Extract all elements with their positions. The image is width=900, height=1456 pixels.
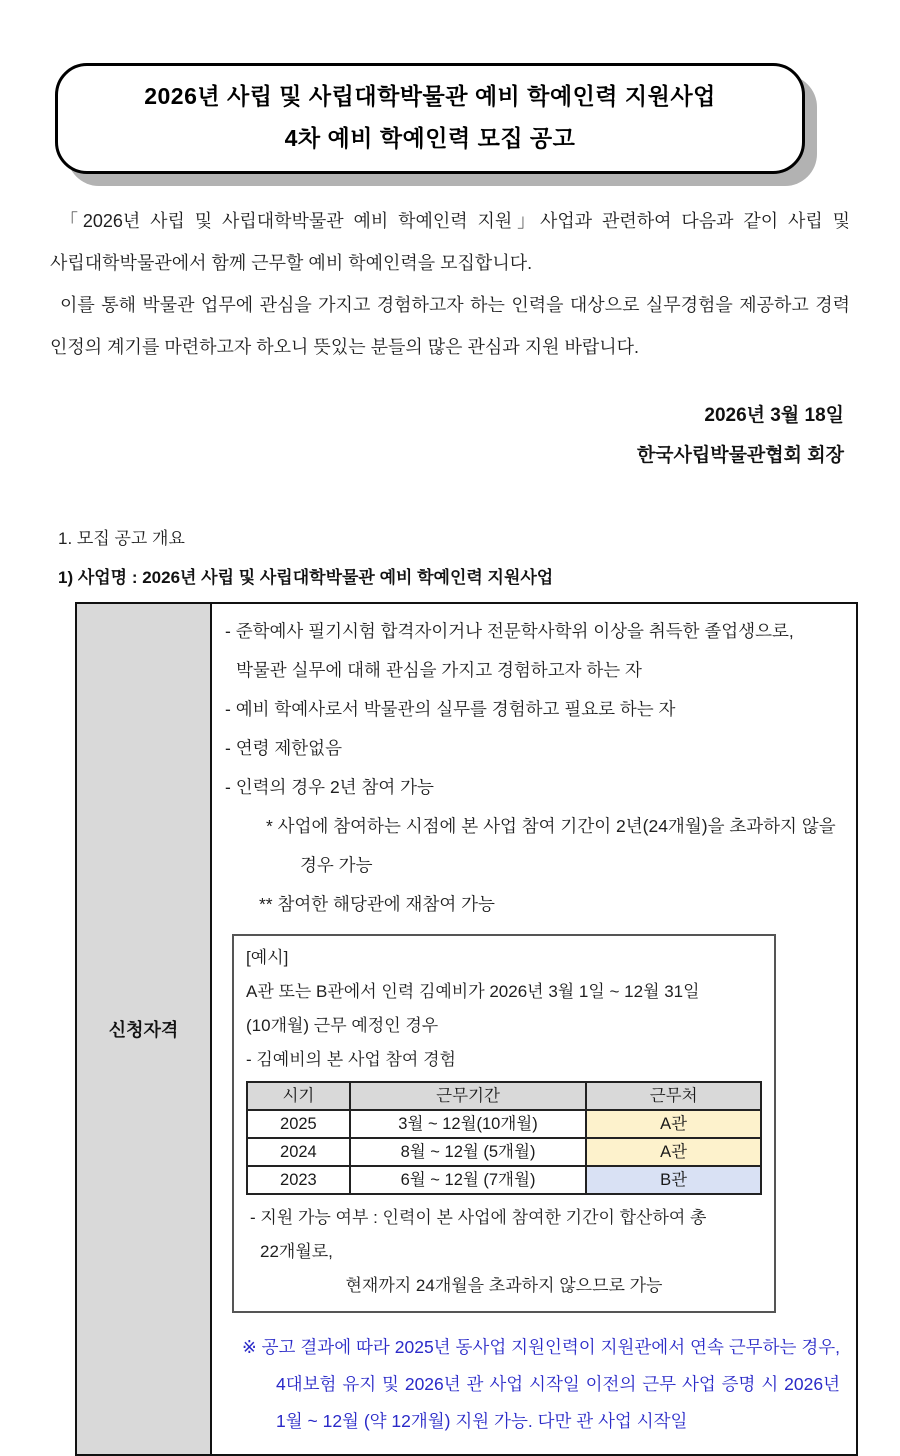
year-cell: 2023: [247, 1166, 350, 1194]
eligibility-subitem: ** 참여한 해당관에 재참여 가능: [259, 894, 495, 914]
table-row: [247, 1138, 761, 1166]
eligibility-table: [75, 602, 858, 1456]
example-label: [예시]: [246, 948, 289, 967]
table-row: [247, 1166, 761, 1194]
title-line-1: 2026년 사립 및 사립대학박물관 예비 학예인력 지원사업: [144, 83, 716, 109]
table-header-row: [247, 1082, 761, 1110]
example-history-label: - 김예비의 본 사업 참여 경험: [246, 1050, 456, 1069]
eligibility-remark: ※ 공고 결과에 따라 2025년 동사업 지원인력이 지원관에서 연속 근무하는 경우, 4대보험 유지 및 2026년 관 사업 시작일 이전의 근무 사업 증명 시 2026년 1월 ~ 12월 (약 12개월) 지원 가능. 다만 관 사업 시작일: [242, 1337, 840, 1431]
intro-paragraph-2: 이를 통해 박물관 업무에 관심을 가지고 경험하고자 하는 인력을 대상으로 실무경험을 제공하고 경력 인정의 계기를 마련하고자 하오니 뜻있는 분들의 많은 관심과 지원 바랍니다.: [50, 295, 850, 357]
eligibility-row-label: 신청자격: [76, 603, 211, 1455]
year-cell: 2025: [247, 1110, 350, 1138]
signature-block: [50, 396, 844, 476]
eligibility-item: - 예비 학예사로서 박물관의 실무를 경험하고 필요로 하는 자: [225, 699, 676, 719]
section-heading: 1. 모집 공고 개요: [58, 529, 185, 548]
eligibility-item: - 준학예사 필기시험 합격자이거나 전문학사학위 이상을 취득한 졸업생으로, 박물관 실무에 대해 관심을 가지고 경험하고자 하는 자: [225, 621, 794, 680]
example-box: [232, 934, 776, 1313]
workplace-cell: B관: [586, 1166, 761, 1194]
col-header-workplace: 근무처: [586, 1082, 761, 1110]
announcement-title-box: [55, 63, 805, 174]
eligibility-subitem: * 사업에 참여하는 시점에 본 사업 참여 기간이 2년(24개월)을 초과하지 않을 경우 가능: [266, 816, 836, 875]
col-header-year: 시기: [247, 1082, 350, 1110]
example-scenario: A관 또는 B관에서 인력 김예비가 2026년 3월 1일 ~ 12월 31일(10개월) 근무 예정인 경우: [246, 982, 700, 1035]
title-line-2: 4차 예비 학예인력 모집 공고: [284, 125, 576, 151]
workplace-cell: A관: [586, 1138, 761, 1166]
eligibility-item: - 인력의 경우 2년 참여 가능: [225, 777, 434, 797]
eligibility-item: - 연령 제한없음: [225, 738, 342, 758]
intro-section: [50, 200, 850, 368]
issuing-organization: 한국사립박물관협회 회장: [636, 445, 844, 466]
period-cell: 3월 ~ 12월(10개월): [350, 1110, 586, 1138]
table-row: [76, 603, 857, 1455]
eligibility-row-content: [211, 603, 857, 1455]
table-row: [247, 1110, 761, 1138]
announcement-date: 2026년 3월 18일: [704, 405, 844, 426]
intro-paragraph-1: 「2026년 사립 및 사립대학박물관 예비 학예인력 지원」사업과 관련하여 다음과 같이 사립 및 사립대학박물관에서 함께 근무할 예비 학예인력을 모집합니다.: [50, 211, 850, 273]
period-cell: 6월 ~ 12월 (7개월): [350, 1166, 586, 1194]
example-result-line-1: - 지원 가능 여부 : 인력이 본 사업에 참여한 기간이 합산하여 총 22개월로,: [250, 1208, 707, 1261]
example-result-line-2: 현재까지 24개월을 초과하지 않으므로 가능: [345, 1276, 663, 1295]
col-header-period: 근무기간: [350, 1082, 586, 1110]
section-subheading: 1) 사업명 : 2026년 사립 및 사립대학박물관 예비 학예인력 지원사업: [58, 568, 554, 587]
year-cell: 2024: [247, 1138, 350, 1166]
workplace-cell: A관: [586, 1110, 761, 1138]
work-history-table: [246, 1081, 762, 1195]
period-cell: 8월 ~ 12월 (5개월): [350, 1138, 586, 1166]
